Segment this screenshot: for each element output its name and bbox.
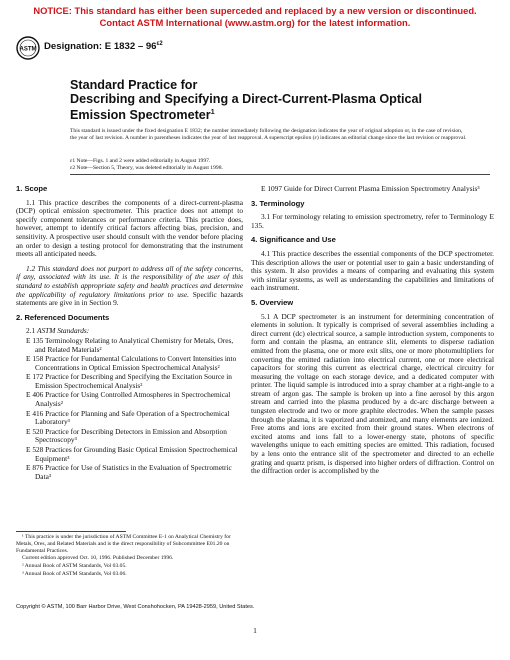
safety-statement: 1.2 This standard does not purport to address all of the safety concerns, if any, associated with its use. It is the responsibility of the user of this standard to establish appropriate safety and health practices and determine the applicability of regulatory limitations prior to use. [16, 263, 243, 299]
paragraph-3-1: 3.1 For terminology relating to emission spectrometry, refer to Terminology E 135. [251, 212, 494, 230]
editorial-note-1: ε1 Note—Figs. 1 and 2 were added editorially in August 1997. [70, 158, 211, 164]
document-title [70, 78, 470, 122]
supersede-notice [0, 5, 510, 29]
section-heading-referenced-documents: 2. Referenced Documents [16, 312, 110, 322]
editorial-notes [70, 158, 470, 172]
editorial-note-2: ε2 Note—Section 5, Theory, was deleted editorially in August 1998. [70, 165, 223, 171]
section-heading-terminology: 3. Terminology [251, 198, 305, 208]
astm-logo-icon [16, 36, 40, 60]
right-column [251, 185, 494, 482]
notice-line-2: Contact ASTM International (www.astm.org) for the latest information. [99, 17, 411, 28]
page-number: 1 [253, 626, 257, 635]
footnote-3: ³ Annual Book of ASTM Standards, Vol 03.06. [22, 570, 127, 577]
reference-item: E 1097 Guide for Direct Current Plasma Emission Spectrometry Analysis³ [261, 184, 480, 193]
title-line-1: Standard Practice for [70, 78, 198, 92]
reference-item: E 406 Practice for Using Controlled Atmospheres in Spectrochemical Analysis² [26, 390, 231, 409]
footnotes [16, 534, 243, 579]
section-heading-scope: 1. Scope [16, 184, 48, 193]
paragraph-5-1: 5.1 A DCP spectrometer is an instrument for determining concentration of elements in solution. It typically is comprised of several assemblies including a direct current (dc) electrical source, a sample introduction system, components to form and contain the plasma, an entrance slit, elements to disperse radiation emitted from the plasma, one or more exit slits, one or more photomultipliers for converting the emitted radiation into electrical current, one or more electrical capacitors for storing this current as electrical charge, electrical circuitry for measuring the voltage on each storage device, and a dedicated computer with printer. The liquid sample is introduced into a spray chamber at a right-angle to a stream of argon gas. The sample is broken up into a fine aerosol by this argon stream and carried into the plasma produced by a dc-arc discharge between a tungsten electrode and two or more graphite electrodes. When the sample passes through the plasma, it is vaporized and atomized, and many elements are ionized. Free atoms and ions are excited from their ground states. When electrons of excited atoms and ions fall to a lower-energy state, photons of specific wavelengths unique to each emitting species are emitted. This radiation, focused by a lens onto the entrance slit of the spectrometer and directed to an echelle grating and quartz prism, is dispersed into higher orders of diffraction. Control on the diffraction order is accomplished by the [251, 311, 494, 476]
notice-line-1: NOTICE: This standard has either been superceded and replaced by a new version or discontinued. [33, 5, 477, 16]
footnote-1: ¹ This practice is under the jurisdiction of ASTM Committee E-1 on Analytical Chemistry for Metals, Ores, and Related Materials and is the direct responsibility of Subcommittee E01.20 on Fundamental Practices. [16, 534, 231, 554]
hazards-reference: Specific hazards statements are give in in Section 9. [16, 289, 243, 308]
issue-statement: This standard is issued under the fixed designation E 1832; the number immediately following the designation indicates the year of original adoption or, in the case of revision, the year of last revision. A number in parentheses indicates the year of last reapproval. A superscript epsilon (ε) indicates an editorial change since the last revision or reapproval. [70, 128, 467, 142]
reference-item: E 416 Practice for Planning and Safe Operation of a Spectrochemical Laboratory³ [26, 408, 230, 427]
footnote-divider [16, 531, 126, 532]
footnote-2: ² Annual Book of ASTM Standards, Vol 03.05. [22, 563, 127, 570]
reference-item: E 172 Practice for Describing and Specifying the Excitation Source in Emission Spectrochemical Analysis² [26, 372, 232, 390]
reference-item: E 876 Practice for Use of Statistics in the Evaluation of Spectrometric Data³ [26, 463, 232, 481]
header-divider [70, 174, 490, 175]
paragraph-1-2 [16, 265, 243, 308]
reference-item: E 158 Practice for Fundamental Calculations to Convert Intensities into Concentrations in Optical Emission Spectrochemical Analysis² [26, 354, 237, 372]
designation-epsilon: ε2 [156, 41, 163, 47]
reference-item: E 520 Practice for Describing Detectors in Emission and Absorption Spectroscopy³ [26, 426, 227, 445]
section-heading-significance: 4. Significance and Use [251, 235, 336, 245]
reference-item: E 528 Practices for Grounding Basic Optical Emission Spectrochemical Equipment³ [26, 445, 238, 463]
title-line-2: Describing and Specifying a Direct-Current-Plasma Optical [70, 92, 423, 106]
reference-item: E 135 Terminology Relating to Analytical Chemistry for Metals, Ores, and Related Materials² [26, 335, 234, 354]
title-footnote-mark: 1 [210, 109, 215, 116]
astm-standards-label: 2.1 ASTM Standards: [26, 326, 90, 336]
left-column [16, 185, 243, 482]
designation [44, 41, 163, 52]
section-heading-overview: 5. Overview [251, 297, 294, 307]
svg-text:ASTM: ASTM [19, 46, 37, 53]
paragraph-4-1: 4.1 This practice describes the essential components of the DCP spectrometer. This description allows the user or potential user to gain a basic understanding of this system. It also provides a means of comparing and evaluating this system with similar systems, as well as understanding the capabilities and limitations of each instrument. [251, 248, 494, 293]
copyright-line: Copyright © ASTM, 100 Barr Harbor Drive, West Conshohocken, PA 19428-2959, United States. [16, 604, 255, 610]
title-line-3 [70, 106, 470, 122]
footnote-1-edition: Current edition approved Oct. 10, 1996. Published December 1996. [22, 555, 174, 562]
paragraph-1-1: 1.1 This practice describes the components of a direct-current-plasma (DCP) optical emission spectrometer. This practice does not attempt to specify component tolerances or performance criteria. This practice does, however, attempt to identify critical factors affecting bias, precision, and sensitivity. A prospective user should consult with the vendor before placing an order to design a testing protocol for demonstrating that the instrument meets all anticipated needs. [16, 197, 243, 259]
designation-text: Designation: E 1832 – 96 [44, 41, 157, 53]
title-line-3-text: Emission Spectrometer [70, 108, 211, 123]
